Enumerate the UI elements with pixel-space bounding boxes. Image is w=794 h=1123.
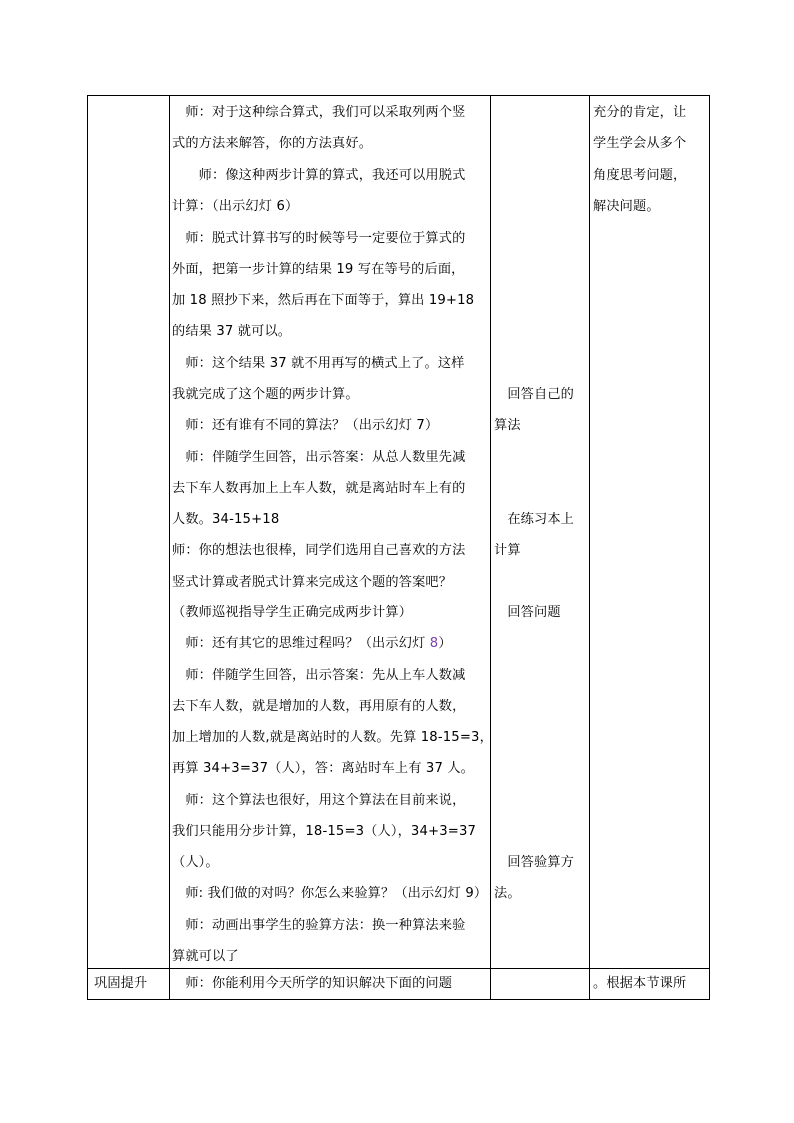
text-line: 算法 [494,418,521,433]
text-line: （人）。 [172,855,219,870]
text-line: 竖式计算或者脱式计算来完成这个题的答案吧？ [172,575,453,590]
text-line: 人数。34-15+18 [172,512,280,527]
teacher-activity-cell [170,96,491,969]
text-line: 再算 34+3=37（人），答：离站时车上有 37 人。 [172,761,475,776]
text-line: 角度思考问题， [593,168,687,183]
text-line: 解决问题。 [593,199,660,214]
text-line: 的结果 37 就可以。 [172,324,292,339]
table-row [88,969,710,1000]
text-line: 师：伴随学生回答，出示答案：从总人数里先减 [172,450,466,465]
text-line: 回答验算方 [494,855,575,870]
text-line: 去下车人数，就是增加的人数，再用原有的人数， [172,699,466,714]
stage-cell [88,96,170,969]
text-line: （教师巡视指导学生正确完成两步计算） [172,605,413,620]
text-line: 学生学会从多个 [593,136,687,151]
text-line: 师：你的想法也很棒，同学们选用自己喜欢的方法 [172,543,466,558]
text-line: 师：你能利用今天所学的知识解决下面的问题 [172,976,453,991]
text-line: 师: 我们做的对吗？你怎么来验算？（出示幻灯 9） [172,886,488,901]
text-line: 外面，把第一步计算的结果 19 写在等号的后面， [172,262,465,277]
text-line: 法。 [494,886,521,901]
design-intent-cell [590,969,710,1000]
text-line: 计算：（出示幻灯 6） [172,199,299,214]
text-segment: ） [438,636,452,651]
text-line: 师：伴随学生回答，出示答案：先从上车人数减 [172,668,466,683]
text-line: 师：像这种两步计算的算式，我还可以用脱式 [172,168,466,183]
text-line: 师：这个结果 37 就不用再写的横式上了。这样 [172,356,465,371]
text-line: 师：还有谁有不同的算法？（出示幻灯 7） [172,418,439,433]
text-line: 师：这个算法也很好，用这个算法在目前来说， [172,793,466,808]
stage-label: 巩固提升 [94,976,148,991]
design-intent-cell [590,96,710,969]
text-line: 师：对于这种综合算式，我们可以采取列两个竖 [172,105,466,120]
teacher-activity-cell [170,969,491,1000]
table-row [88,96,710,969]
stage-cell [88,969,170,1000]
text-line: 师：动画出事学生的验算方法：换一种算法来验 [172,918,466,933]
student-activity-cell [491,96,590,969]
text-line: 式的方法来解答，你的方法真好。 [172,136,373,151]
text-line: 我就完成了这个题的两步计算。 [172,387,359,402]
text-line: 充分的肯定，让 [593,105,687,120]
text-line: 加上增加的人数,就是离站时的人数。先算 18-15=3， [172,730,493,745]
text-line: 。根据本节课所 [593,976,687,991]
student-activity-cell [491,969,590,1000]
slide-number: 8 [429,636,439,651]
text-line: 在练习本上 [494,512,575,527]
text-line: 我们只能用分步计算，18-15=3（人），34+3=37 [172,824,477,839]
text-line: 计算 [494,543,521,558]
text-line: 加 18 照抄下来，然后再在下面等于，算出 19+18 [172,293,475,308]
text-line: 算就可以了 [172,949,239,964]
text-line [172,636,452,652]
text-line: 师：脱式计算书写的时候等号一定要位于算式的 [172,231,466,246]
text-line: 回答自己的 [494,387,575,402]
text-line: 去下车人数再加上上车人数，就是离站时车上有的 [172,481,466,496]
text-line: 回答问题 [494,605,561,620]
text-segment: 师：还有其它的思维过程吗？（出示幻灯 [172,636,430,651]
lesson-plan-table [87,95,710,1000]
